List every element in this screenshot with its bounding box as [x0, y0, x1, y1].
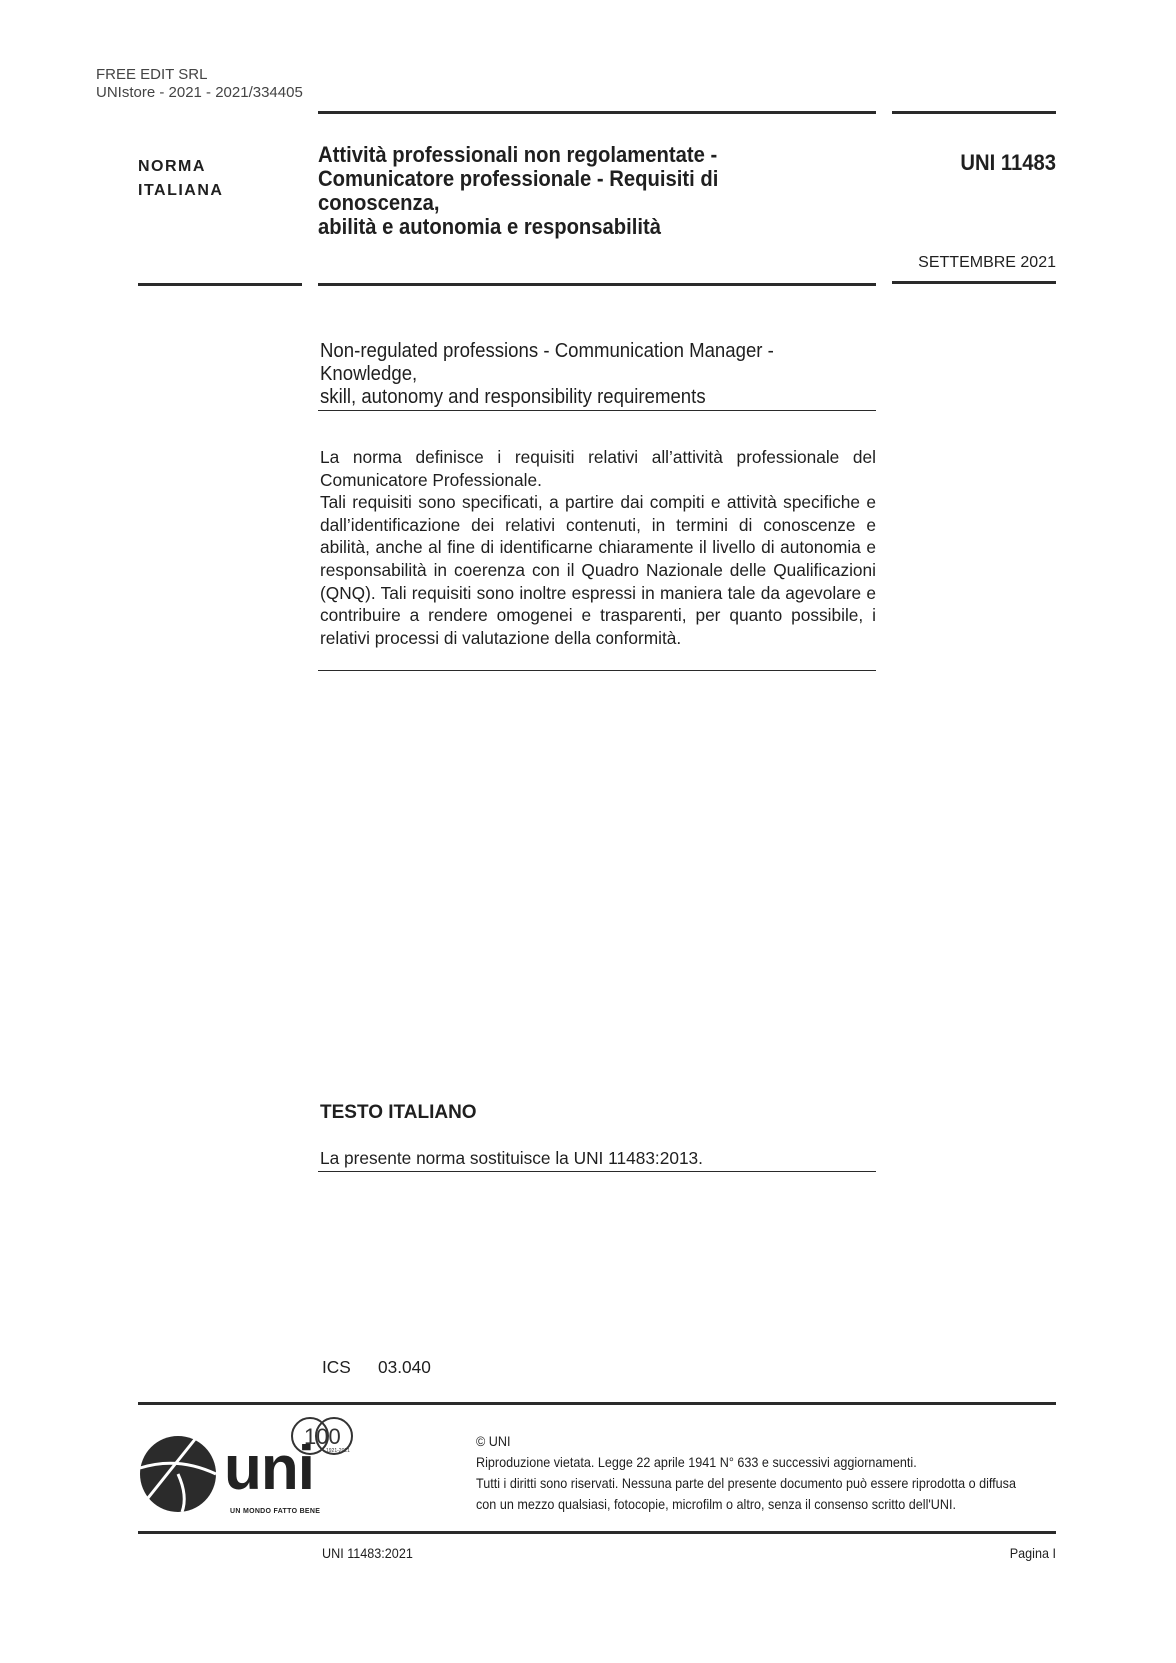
abstract: [320, 446, 876, 649]
badge-number: 100: [304, 1424, 341, 1449]
ics-value: 03.040: [378, 1357, 431, 1377]
supersedes-rule: [318, 1171, 876, 1172]
top-rule-middle: [318, 111, 876, 114]
watermark: [96, 66, 303, 102]
header-rule-middle: [318, 283, 876, 286]
footer-document-code: UNI 11483:2021: [322, 1545, 413, 1561]
watermark-line-2: UNIstore - 2021 - 2021/334405: [96, 84, 303, 101]
footer-rule-top: [138, 1402, 1056, 1405]
header-rule-right: [892, 281, 1056, 284]
header-rule-left: [138, 283, 302, 286]
publication-date: SETTEMBRE 2021: [918, 254, 1056, 271]
standard-code: UNI 11483: [960, 150, 1056, 175]
supersedes-note: La presente norma sostituisce la UNI 11483:2013.: [320, 1148, 703, 1168]
norma-italiana-label: NORMA ITALIANA: [138, 158, 224, 199]
english-title-rule: [318, 410, 876, 411]
footer-rule-bottom: [138, 1531, 1056, 1534]
uni-logo: [138, 1420, 358, 1520]
copyright-notice: © UNI Riproduzione vietata. Legge 22 aprile 1941 N° 633 e successivi aggiornamenti. Tutti i diritti sono riservati. Nessuna parte del presente documento può essere riprodotta o diffusa con un mezzo qualsiasi, fotocopie, microfilm o altro, senza il consenso scritto dell'UNI.: [476, 1433, 1016, 1512]
language-label: TESTO ITALIANO: [320, 1102, 477, 1123]
abstract-paragraph-2: Tali requisiti sono specificati, a partire dai compiti e attività specifiche e dall’identificazione dei relativi contenuti, in termini di conoscenze e abilità, anche al fine di identificarne chiaramente il livello di autonomia e responsabilità in coerenza con il Quadro Nazionale delle Qualificazioni (QNQ). Tali requisiti sono inoltre espressi in maniera tale da agevolare e contribuire a rendere omogenei e trasparenti, per quanto possibile, i relativi processi di valutazione della conformità.: [320, 492, 876, 648]
logo-wordmark: uni: [224, 1434, 314, 1503]
abstract-paragraph-1: La norma definisce i requisiti relativi all’attività professionale del Comunicatore Professionale.: [320, 447, 876, 490]
english-title: Non-regulated professions - Communication Manager - Knowledge, skill, autonomy and responsibility requirements: [320, 340, 774, 408]
watermark-line-1: FREE EDIT SRL: [96, 66, 208, 83]
logo-tagline: UN MONDO FATTO BENE: [230, 1508, 321, 1515]
footer-page-number: Pagina I: [1009, 1545, 1056, 1561]
top-rule-right: [892, 111, 1056, 114]
abstract-rule: [318, 670, 876, 671]
document-title: Attività professionali non regolamentate - Comunicatore professionale - Requisiti di conoscenza, abilità e autonomia e responsabilità: [318, 142, 719, 239]
globe-icon: [138, 1434, 218, 1514]
ics-label: ICS: [322, 1357, 351, 1377]
badge-years: 1921-2021: [326, 1448, 350, 1454]
